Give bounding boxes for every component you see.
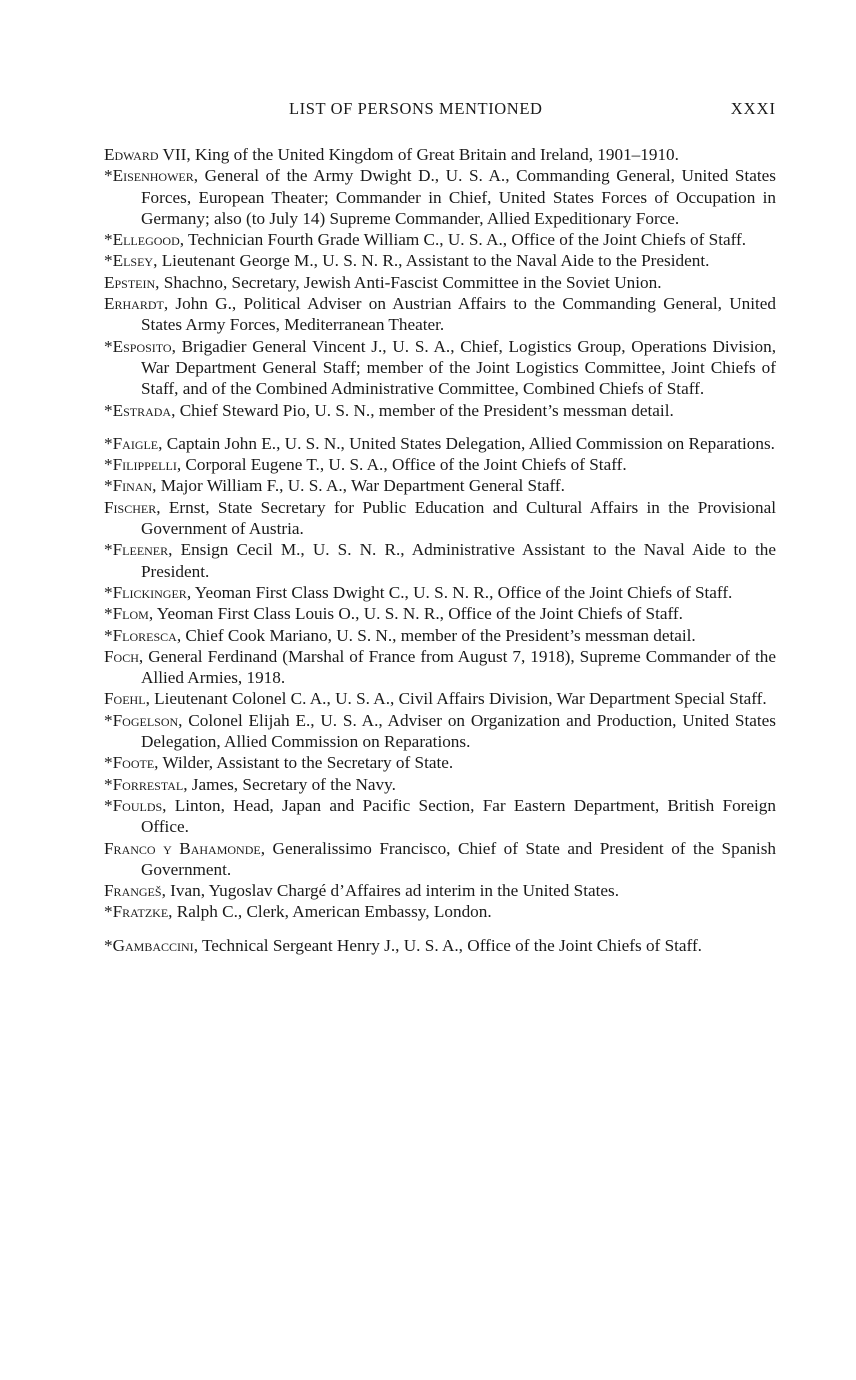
person-description: , Yeoman First Class Dwight C., U. S. N. R., Office of the Joint Chiefs of Staff. bbox=[186, 582, 733, 602]
person-entry bbox=[104, 400, 776, 421]
person-description: , Shachno, Secretary, Jewish Anti-Fascist Committee in the Soviet Union. bbox=[155, 272, 662, 292]
person-entry bbox=[104, 646, 776, 689]
running-head-title: LIST OF PERSONS MENTIONED bbox=[289, 99, 543, 118]
person-name: *Finan bbox=[104, 476, 153, 496]
person-description: , Technician Fourth Grade William C., U. S. A., Office of the Joint Chiefs of Staff. bbox=[179, 230, 747, 250]
person-name: *Floresca bbox=[104, 625, 177, 645]
person-description: , Yeoman First Class Louis O., U. S. N. R., Office of the Joint Chiefs of Staff. bbox=[148, 604, 683, 624]
person-description: , Brigadier General Vincent J., U. S. A., Chief, Logistics Group, Operations Division, War Department General Staff; member of the Joint Logistics Committee, Joint Chiefs of Staff, and of the Combined Administrative Committee, Combined Chiefs of Staff. bbox=[141, 336, 776, 399]
person-entry bbox=[104, 795, 776, 838]
person-name: Foehl bbox=[104, 689, 146, 709]
person-entry bbox=[104, 165, 776, 229]
person-name: *Filippelli bbox=[104, 455, 177, 475]
person-description: , Technical Sergeant Henry J., U. S. A., Office of the Joint Chiefs of Staff. bbox=[193, 935, 702, 955]
person-description: , Major William F., U. S. A., War Department General Staff. bbox=[152, 476, 565, 496]
person-entry bbox=[104, 229, 776, 250]
person-entry bbox=[104, 774, 776, 795]
person-description: , Linton, Head, Japan and Pacific Section, Far Eastern Department, British Foreign Office. bbox=[141, 795, 776, 837]
person-description: , Corporal Eugene T., U. S. A., Office of the Joint Chiefs of Staff. bbox=[176, 455, 627, 475]
person-name: *Elsey bbox=[104, 251, 154, 271]
person-description: , Lieutenant George M., U. S. N. R., Assistant to the Naval Aide to the President. bbox=[153, 251, 710, 271]
person-entry bbox=[104, 625, 776, 646]
person-description: , General of the Army Dwight D., U. S. A., Commanding General, United States Forces, European Theater; Commander in Chief, United States Forces of Occupation in Germany; also (to July 14) Supreme Commander, Allied Expeditionary Force. bbox=[141, 166, 776, 228]
person-entry bbox=[104, 497, 776, 540]
person-entry bbox=[104, 752, 776, 773]
person-name: Edward bbox=[104, 145, 159, 164]
person-description: , Ernst, State Secretary for Public Education and Cultural Affairs in the Provisional Government of Austria. bbox=[141, 497, 776, 539]
person-description: VII, King of the United Kingdom of Great Britain and Ireland, 1901–1910. bbox=[158, 145, 679, 164]
person-description: , Generalissimo Francisco, Chief of State and President of the Spanish Government. bbox=[141, 838, 776, 879]
person-name: Foch bbox=[104, 646, 139, 666]
person-entry bbox=[104, 901, 776, 922]
person-name: *Ellegood bbox=[104, 230, 180, 250]
person-entry bbox=[104, 475, 776, 496]
person-entry bbox=[104, 539, 776, 582]
person-description: , Ensign Cecil M., U. S. N. R., Administrative Assistant to the Naval Aide to the President. bbox=[141, 540, 776, 581]
person-description: , Chief Steward Pio, U. S. N., member of the President’s messman detail. bbox=[171, 400, 674, 420]
person-entry bbox=[104, 454, 776, 475]
person-description: , Captain John E., U. S. N., United States Delegation, Allied Commission on Reparations. bbox=[158, 433, 775, 453]
person-description: , Lieutenant Colonel C. A., U. S. A., Civil Affairs Division, War Department Special Staff. bbox=[145, 689, 767, 709]
person-name: *Flom bbox=[104, 604, 149, 624]
person-name: *Flickinger bbox=[104, 582, 187, 602]
person-entry bbox=[104, 838, 776, 881]
person-entry bbox=[104, 336, 776, 400]
person-name: *Foote bbox=[104, 753, 155, 773]
page-number: XXXI bbox=[730, 99, 776, 118]
person-name: *Estrada bbox=[104, 400, 172, 420]
person-name: *Fleener bbox=[104, 540, 169, 560]
person-name: Fischer bbox=[104, 497, 157, 517]
person-name: Epstein bbox=[104, 272, 156, 292]
person-entry bbox=[104, 293, 776, 336]
person-name: *Gambaccini bbox=[104, 935, 194, 955]
person-entry bbox=[104, 880, 776, 901]
person-description: , Colonel Elijah E., U. S. A., Adviser on Organization and Production, United States Delegation, Allied Commission on Reparations. bbox=[141, 710, 776, 752]
person-entry bbox=[104, 272, 776, 293]
person-entry bbox=[104, 603, 776, 624]
person-description: , Wilder, Assistant to the Secretary of State. bbox=[154, 753, 454, 773]
person-name: *Eisenhower bbox=[104, 166, 194, 186]
person-name: Erhardt bbox=[104, 294, 164, 314]
person-name: *Fogelson bbox=[104, 710, 179, 730]
person-entry bbox=[104, 935, 776, 956]
person-entry bbox=[104, 433, 776, 454]
person-description: , Ralph C., Clerk, American Embassy, London. bbox=[168, 902, 492, 922]
person-entry bbox=[104, 144, 776, 165]
person-description: , James, Secretary of the Navy. bbox=[183, 774, 396, 794]
person-description: , John G., Political Adviser on Austrian Affairs to the Commanding General, United States Army Forces, Mediterranean Theater. bbox=[141, 294, 776, 335]
person-entry bbox=[104, 582, 776, 603]
person-name: *Esposito bbox=[104, 336, 172, 356]
person-name: *Fratzke bbox=[104, 902, 169, 922]
person-description: , General Ferdinand (Marshal of France from August 7, 1918), Supreme Commander of the Allied Armies, 1918. bbox=[138, 646, 776, 688]
person-description: , Ivan, Yugoslav Chargé d’Affaires ad interim in the United States. bbox=[161, 881, 620, 901]
person-name: Franco y Bahamonde bbox=[104, 838, 261, 858]
person-description: , Chief Cook Mariano, U. S. N., member of the President’s messman detail. bbox=[176, 625, 696, 645]
person-entry bbox=[104, 250, 776, 271]
person-name: *Faigle bbox=[104, 433, 159, 453]
person-name: *Foulds bbox=[104, 795, 163, 815]
persons-list bbox=[104, 144, 776, 956]
running-head bbox=[104, 99, 776, 123]
person-entry bbox=[104, 710, 776, 753]
person-name: Frangeš bbox=[104, 881, 162, 901]
person-name: *Forrestal bbox=[104, 774, 184, 794]
person-entry bbox=[104, 688, 776, 709]
